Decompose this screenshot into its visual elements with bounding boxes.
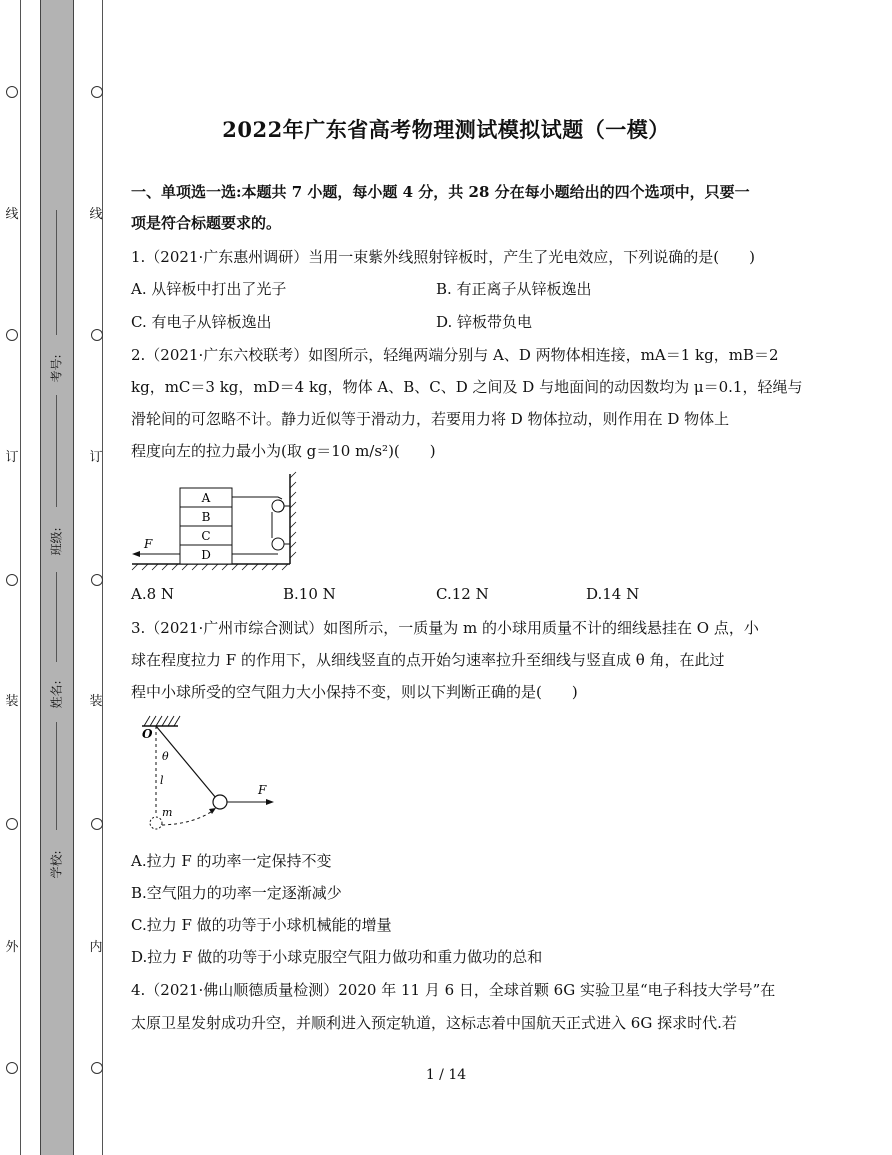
q2-figure xyxy=(128,470,306,580)
margin-char: 订 xyxy=(5,450,19,465)
name-label: 姓名: xyxy=(49,680,64,709)
q1-option-a: A. 从锌板中打出了光子 xyxy=(131,280,287,298)
binding-hole xyxy=(91,329,103,341)
exam-number-line[interactable] xyxy=(56,210,57,335)
exam-number-label: 考号: xyxy=(49,354,64,383)
q2-stem-line2: kg，mC＝3 kg，mD＝4 kg，物体 A、B、C、D 之间及 D 与地面间的动因数均为 μ＝0.1，轻绳与 xyxy=(131,378,803,396)
q3-stem-line2: 球在程度拉力 F 的作用下，从细线竖直的点开始匀速率拉升至细线与竖直成 θ 角，在此过 xyxy=(131,651,725,669)
q2-option-a: A.8 N xyxy=(131,585,175,603)
force-arrowhead xyxy=(132,551,140,557)
q2-option-d: D.14 N xyxy=(586,585,640,603)
q3-stem-line1: 3.（2021·广州市综合测试）如图所示，一质量为 m 的小球用质量不计的细线悬挂在 O 点，小 xyxy=(131,619,759,637)
school-line[interactable] xyxy=(56,722,57,830)
block-b-label: B xyxy=(201,510,211,524)
q2-stem-line4: 程度向左的拉力最小为(取 g＝10 m/s²)( ) xyxy=(131,442,436,460)
ball xyxy=(213,795,227,809)
q2-stem-line3: 滑轮间的可忽略不计。静力近似等于滑动力，若要用力将 D 物体拉动，则作用在 D 物体上 xyxy=(131,410,730,428)
margin-char: 装 xyxy=(5,694,19,709)
rope-top xyxy=(232,497,282,499)
q1-stem: 1.（2021·广东惠州调研）当用一束紫外线照射锌板时，产生了光电效应，下列说确的是( ) xyxy=(131,248,755,266)
binding-hole xyxy=(91,574,103,586)
name-line[interactable] xyxy=(56,572,57,662)
block-d-label: D xyxy=(201,548,211,562)
force-arrowhead xyxy=(266,799,274,805)
gray-band xyxy=(40,0,74,1155)
margin-char: 装 xyxy=(89,694,103,709)
q3-figure xyxy=(134,708,284,836)
block-a-label: A xyxy=(201,491,211,505)
binding-hole xyxy=(6,329,18,341)
pulley-lower xyxy=(272,538,284,550)
ceiling-hatch xyxy=(144,716,180,726)
section-heading-line1: 一、单项选一选:本题共 7 小题，每小题 4 分，共 28 分在每小题给出的四个选项中，只要一 xyxy=(131,183,750,201)
binding-hole xyxy=(6,818,18,830)
margin-char: 线 xyxy=(5,207,19,222)
block-c-label: C xyxy=(201,529,211,543)
binding-hole xyxy=(6,574,18,586)
mass-m-label: m xyxy=(162,806,173,819)
pivot-o-label: O xyxy=(142,727,153,741)
length-l-label: l xyxy=(160,774,164,787)
ground-hatch xyxy=(132,564,288,570)
q4-stem-line1: 4.（2021·佛山顺德质量检测）2020 年 11 月 6 日，全球首颗 6G 实验卫星“电子科技大学号”在 xyxy=(131,981,776,999)
school-label: 学校: xyxy=(49,850,64,879)
class-line[interactable] xyxy=(56,395,57,507)
page-number: 1 / 14 xyxy=(425,1067,467,1083)
q2-option-c: C.12 N xyxy=(436,585,489,603)
ball-initial-position xyxy=(150,817,162,829)
q3-option-d: D.拉力 F 做的功等于小球克服空气阻力做功和重力做功的总和 xyxy=(131,948,543,966)
q3-option-b: B.空气阻力的功率一定逐渐减少 xyxy=(131,884,342,902)
binding-hole xyxy=(6,86,18,98)
q2-stem-line1: 2.（2021·广东六校联考）如图所示，轻绳两端分别与 A、D 两物体相连接，mA＝1 kg，mB＝2 xyxy=(131,346,779,364)
q3-option-a: A.拉力 F 的功率一定保持不变 xyxy=(131,852,332,870)
angle-theta-label: θ xyxy=(162,750,169,763)
section-heading-line2: 项是符合标题要求的。 xyxy=(131,214,282,232)
q2-option-b: B.10 N xyxy=(283,585,336,603)
page-title: 2022年广东省高考物理测试模拟试题（一模） xyxy=(222,117,670,142)
q4-stem-line2: 太原卫星发射成功升空，并顺利进入预定轨道，这标志着中国航天正式进入 6G 探求时代.若 xyxy=(131,1014,737,1032)
margin-char: 外 xyxy=(5,940,19,955)
binding-hole xyxy=(91,86,103,98)
wall-hatch xyxy=(290,472,296,558)
binding-hole xyxy=(91,818,103,830)
outer-margin-line xyxy=(20,0,21,1155)
q1-option-c: C. 有电子从锌板逸出 xyxy=(131,313,272,331)
class-label: 班级: xyxy=(49,527,64,556)
force-label: F xyxy=(144,537,153,551)
margin-char: 线 xyxy=(89,207,103,222)
q3-option-c: C.拉力 F 做的功等于小球机械能的增量 xyxy=(131,916,392,934)
q3-stem-line3: 程中小球所受的空气阻力大小保持不变，则以下判断正确的是( ) xyxy=(131,683,578,701)
q1-option-b: B. 有正离子从锌板逸出 xyxy=(436,280,592,298)
margin-char: 内 xyxy=(89,940,103,955)
margin-char: 订 xyxy=(89,450,103,465)
q1-option-d: D. 锌板带负电 xyxy=(436,313,533,331)
force-f-label: F xyxy=(258,783,267,797)
